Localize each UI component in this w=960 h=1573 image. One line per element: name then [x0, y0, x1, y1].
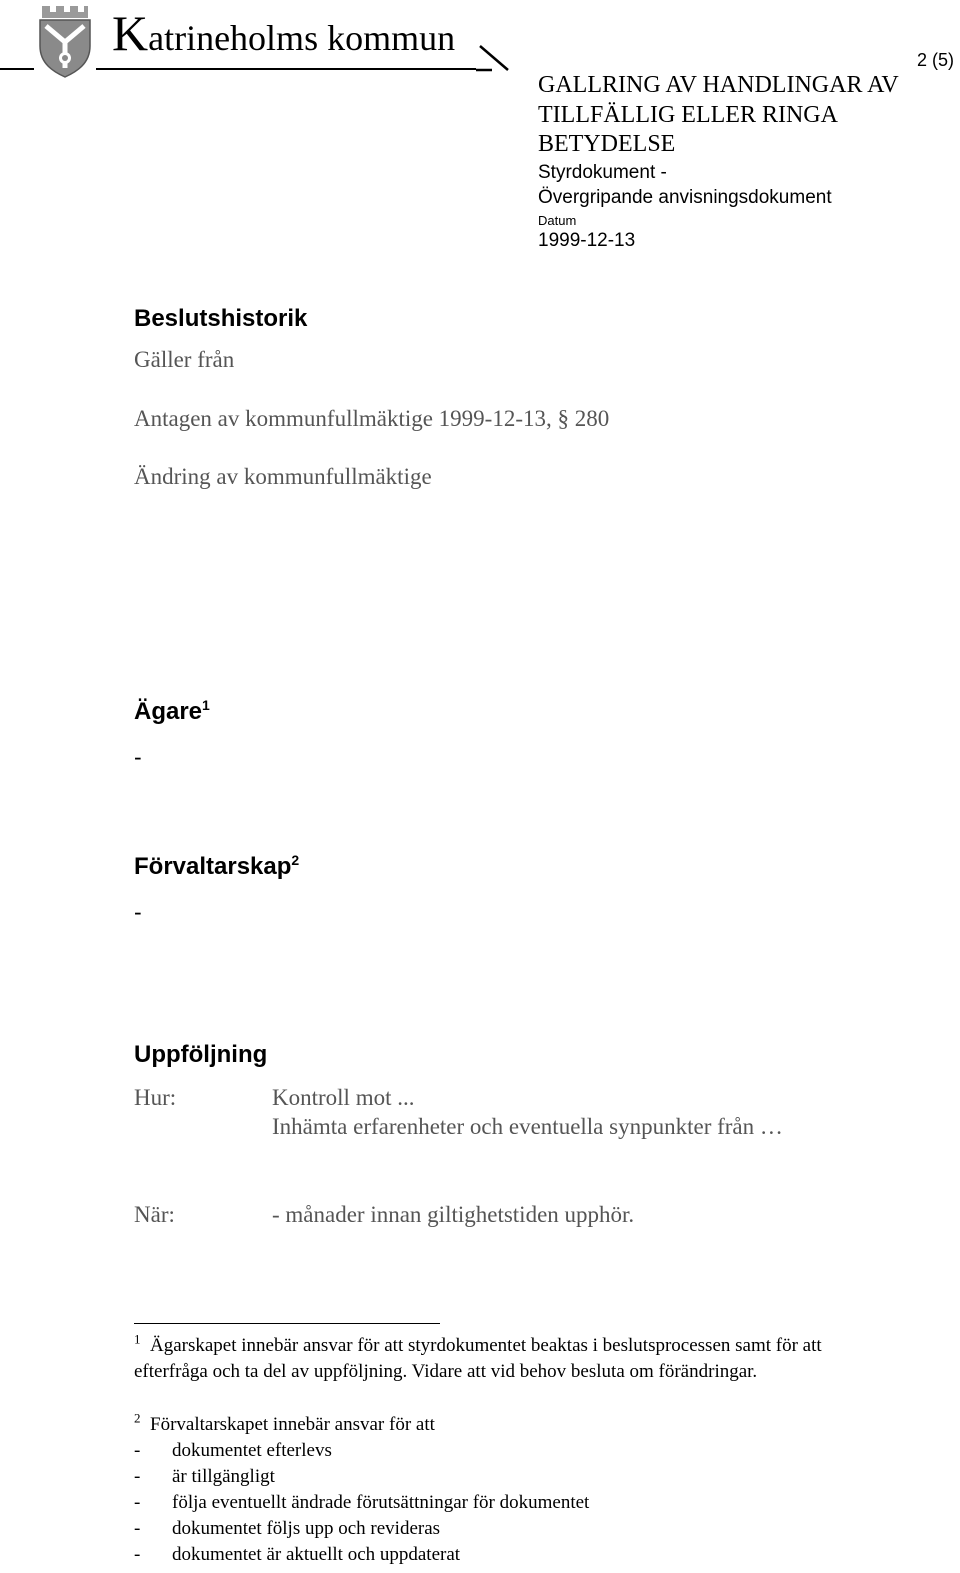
document-meta [538, 71, 948, 253]
when-label: När: [134, 1202, 175, 1227]
list-item: - dokumentet efterlevs [134, 1440, 332, 1461]
how-line-1: Kontroll mot ... [272, 1085, 415, 1110]
list-item: - följa eventuellt ändrade förutsättningar för dokumentet [134, 1492, 590, 1513]
list-item: - dokumentet följs upp och revideras [134, 1518, 441, 1539]
amended-text: Ändring av kommunfullmäktige [134, 464, 432, 489]
footnote-2 [134, 1412, 589, 1568]
footnote-separator [134, 1323, 440, 1324]
when-value: - månader innan giltighetstiden upphör. [272, 1202, 635, 1227]
list-item: - dokumentet är aktuellt och uppdaterat [134, 1544, 461, 1565]
section-heading-beslutshistorik: Beslutshistorik [134, 305, 308, 332]
footnote-1 [134, 1333, 822, 1385]
footnote-1-line-1: Ägarskapet innebär ansvar för att styrdokumentet beaktas i beslutsprocessen samt för att [150, 1335, 822, 1356]
footnote-ref-2[interactable]: 2 [291, 852, 300, 868]
footnote-1-number: 1 [134, 1331, 141, 1347]
header-rule [96, 68, 476, 70]
date-value: 1999-12-13 [538, 229, 636, 251]
footnote-1-line-2: efterfråga och ta del av uppföljning. Vidare att vid behov besluta om förändringar. [134, 1361, 758, 1382]
page-number: 2 (5) [916, 50, 954, 70]
list-item: - är tillgängligt [134, 1466, 275, 1487]
section-heading-uppfoljning: Uppföljning [134, 1041, 268, 1068]
forvaltarskap-value: - [134, 899, 142, 925]
agare-value: - [134, 744, 142, 770]
section-heading-forvaltarskap: Förvaltarskap$^2$ [134, 852, 300, 880]
footnote-2-list [134, 1438, 589, 1568]
footnote-ref-1[interactable]: 1 [202, 697, 210, 713]
footnote-2-number: 2 [134, 1410, 141, 1426]
coat-of-arms-icon [36, 2, 94, 78]
how-line-2: Inhämta erfarenheter och eventuella synpunkter från … [272, 1114, 783, 1139]
document-title: GALLRING AV HANDLINGAR AV TILLFÄLLIG ELLER RINGA BETYDELSE [538, 72, 899, 157]
valid-from-text: Gäller från [134, 347, 235, 372]
how-label: Hur: [134, 1085, 177, 1110]
footnote-2-intro: Förvaltarskapet innebär ansvar för att [150, 1414, 435, 1435]
date-label: Datum [538, 212, 577, 228]
section-heading-agare: Ägare$^1$ [134, 697, 210, 725]
brand-wordmark: Katrineholms kommun [112, 5, 456, 61]
header-rule-left [0, 68, 34, 70]
header-slash-decoration [474, 44, 514, 72]
adopted-text: Antagen av kommunfullmäktige 1999-12-13, § 280 [134, 406, 610, 431]
doc-type-line-1: Styrdokument - [538, 161, 667, 183]
doc-type-line-2: Övergripande anvisningsdokument [538, 186, 832, 208]
